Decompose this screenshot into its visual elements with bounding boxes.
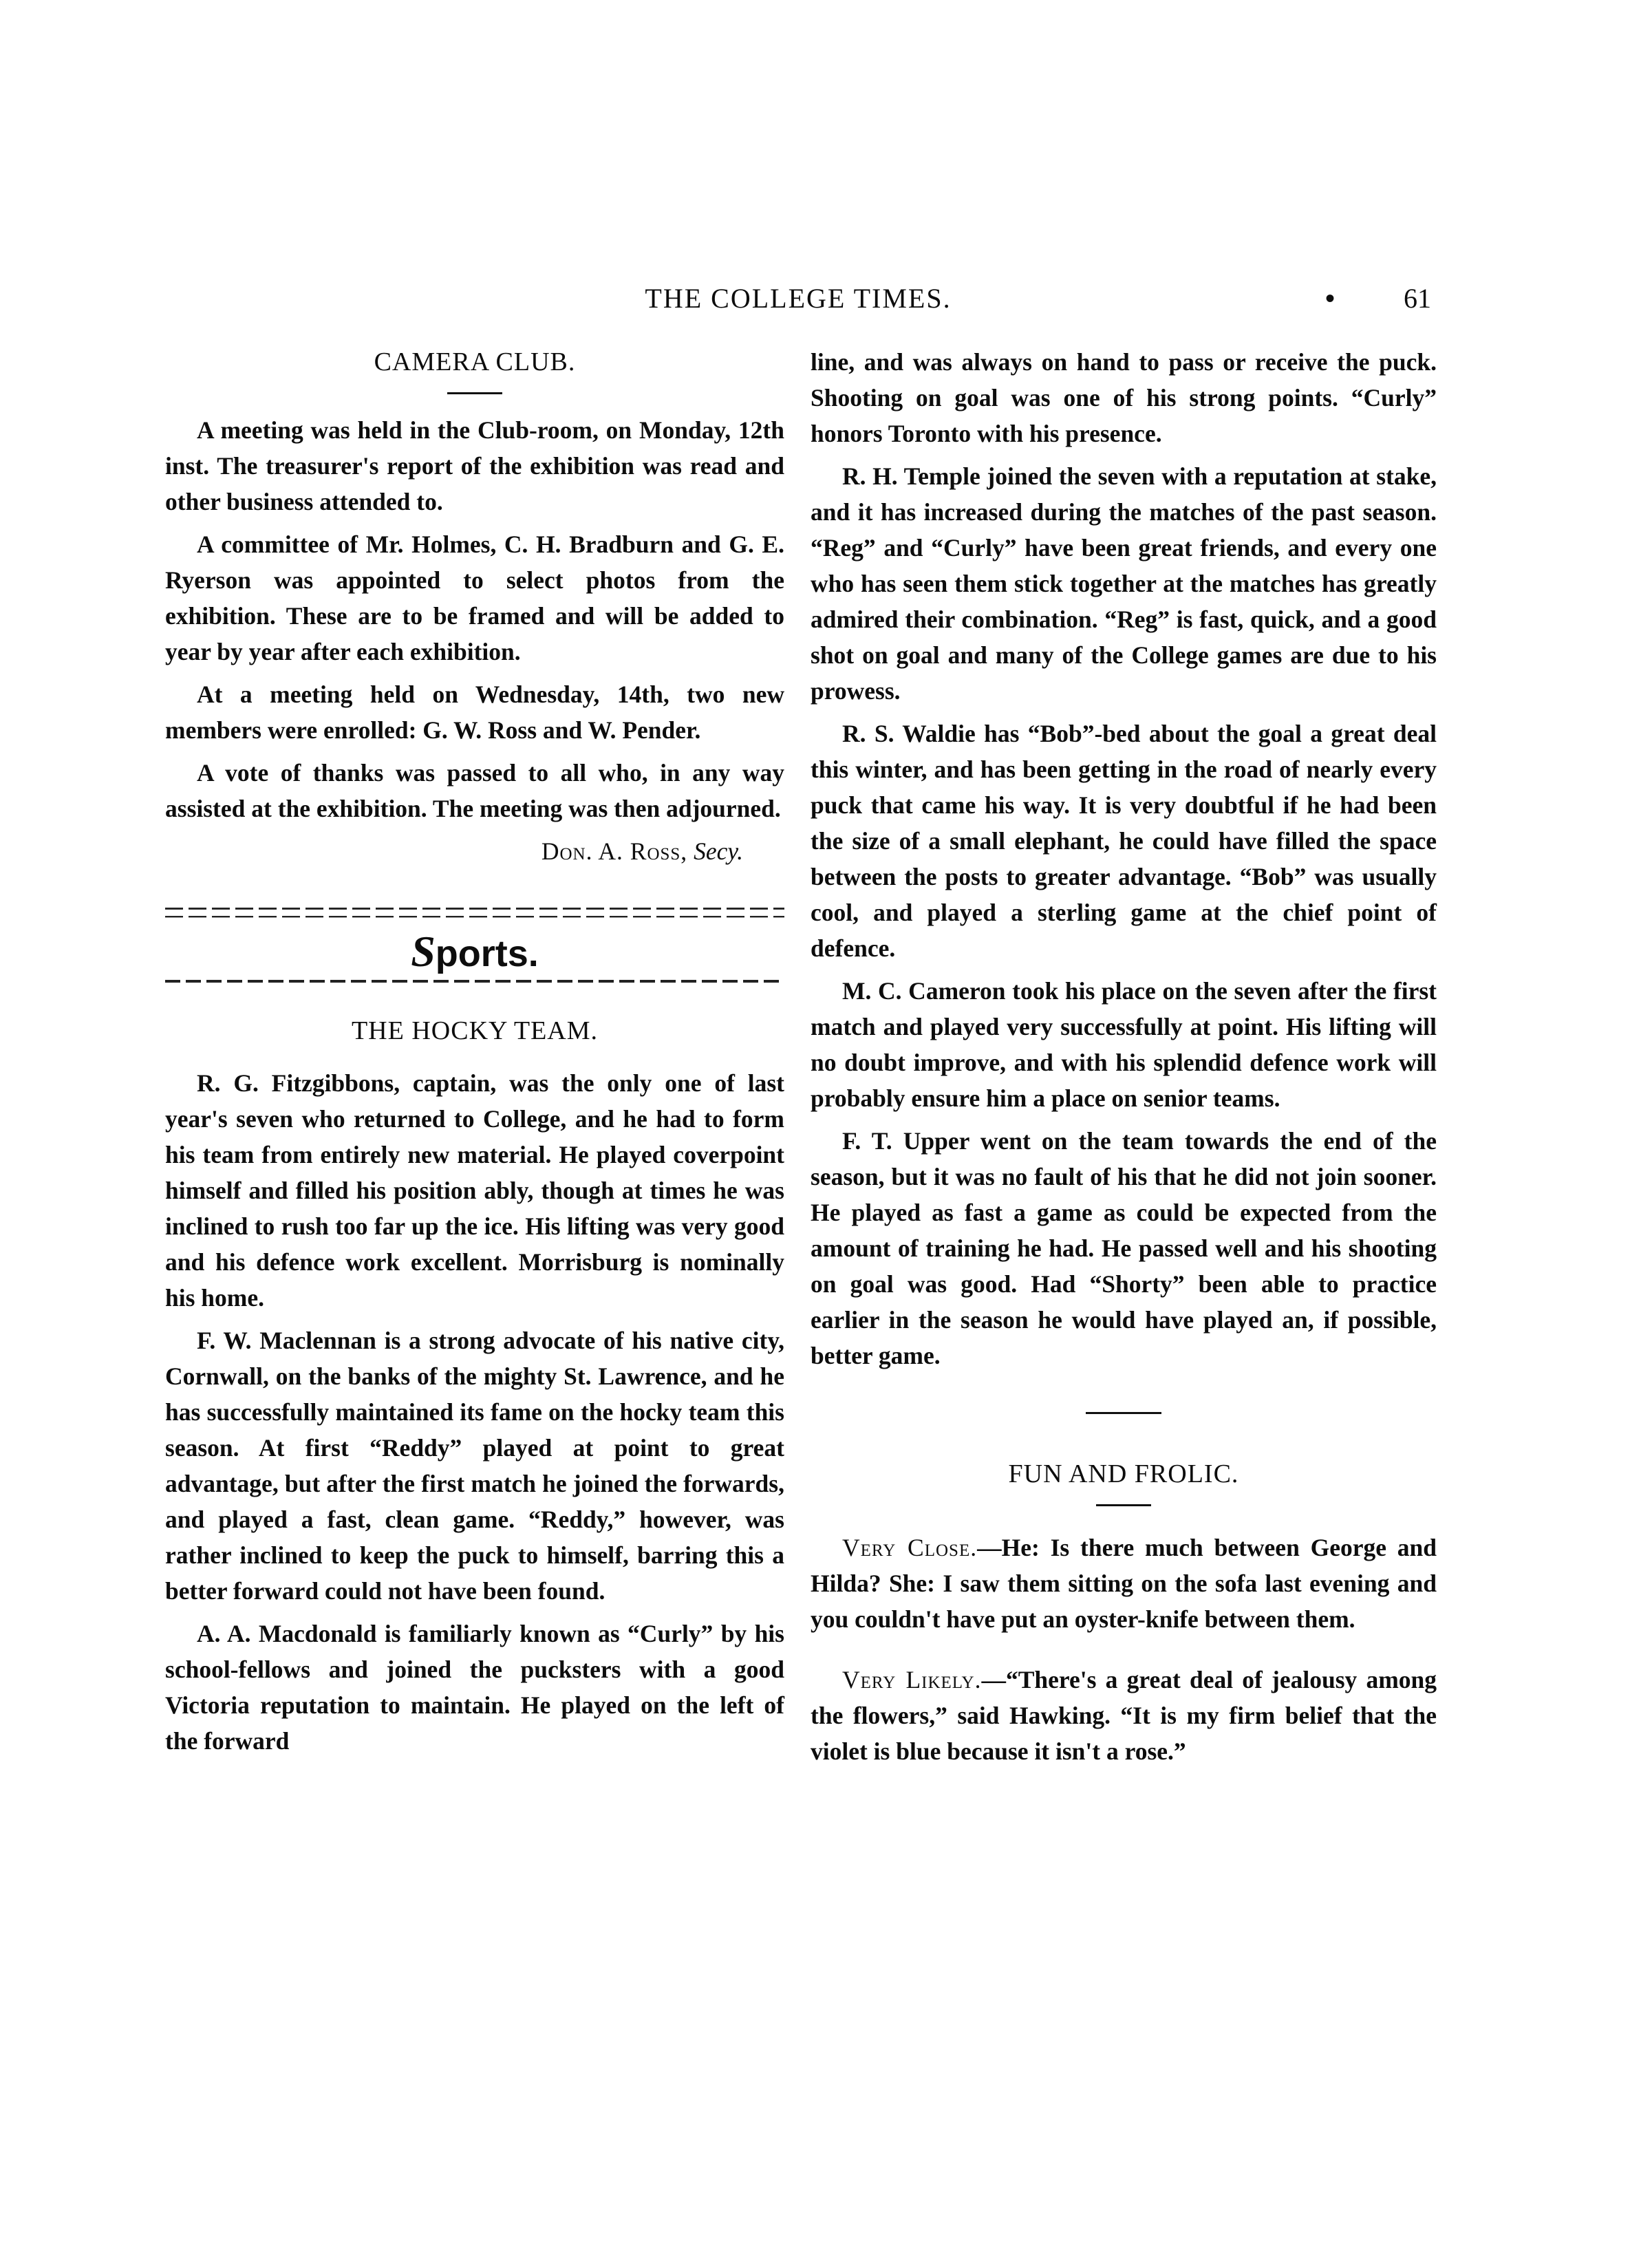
page-number: 61 bbox=[1404, 283, 1431, 314]
left-column bbox=[165, 344, 784, 1766]
signature-role: Secy. bbox=[694, 837, 743, 865]
signature bbox=[165, 833, 743, 869]
hocky-team-paragraph: M. C. Cameron took his place on the seven after the first match and played very successfully at point. His lifting will no doubt improve, and with his splendid defence work will probably ensure him a place on senior teams. bbox=[811, 977, 1437, 1112]
heading-rule bbox=[447, 392, 502, 394]
camera-club-paragraph: At a meeting held on Wednesday, 14th, two new members were enrolled: G. W. Ross and W. Pender. bbox=[165, 681, 784, 744]
hocky-team-paragraph: F. W. Maclennan is a strong advocate of his native city, Cornwall, on the banks of the mighty St. Lawrence, and he has successfully maintained its fame on the hocky team this season. At first “Reddy” played at point to great advantage, but after the first match he joined the forwards, and played a fast, clean game. “Reddy,” however, was rather inclined to keep the puck to himself, barring this a better forward could not have been found. bbox=[165, 1327, 784, 1605]
divider-rule bbox=[1086, 1412, 1161, 1414]
running-head bbox=[165, 282, 1431, 323]
journal-title: THE COLLEGE TIMES. bbox=[645, 283, 952, 314]
joke-text: —He: Is there much between George and Hilda? She: I saw them sitting on the sofa last evening and you couldn't have put an oyster-knife between them. bbox=[811, 1534, 1437, 1633]
hocky-team-paragraph: R. S. Waldie has “Bob”-bed about the goal a great deal this winter, and has been getting in the road of nearly every puck that came his way. It is very doubtful if he had been the size of a small elephant, he could have filled the space between the posts to greater advantage. “Bob” was usually cool, and played a sterling game at the chief point of defence. bbox=[811, 720, 1437, 962]
right-column bbox=[811, 344, 1437, 1776]
camera-club-paragraph: A meeting was held in the Club-room, on Monday, 12th inst. The treasurer's report of the exhibition was read and other business attended to. bbox=[165, 416, 784, 515]
hocky-team-heading: THE HOCKY TEAM. bbox=[351, 1016, 599, 1045]
fun-and-frolic-heading: FUN AND FROLIC. bbox=[1008, 1459, 1239, 1488]
joke-text: —“There's a great deal of jealousy among the flowers,” said Hawking. “It is my firm belief that the violet is blue because it isn't a rose.” bbox=[811, 1666, 1437, 1765]
joke-paragraph bbox=[811, 1662, 1437, 1769]
hocky-team-paragraph: R. G. Fitzgibbons, captain, was the only one of last year's seven who returned to College, and he had to form his team from entirely new material. He played coverpoint himself and filled his position ably, though at times he was inclined to rush too far up the ice. His lifting was very good and his defence work excellent. Morrisburg is nominally his home. bbox=[165, 1069, 784, 1312]
section-divider bbox=[165, 908, 784, 919]
joke-paragraph bbox=[811, 1530, 1437, 1637]
camera-club-paragraph: A vote of thanks was passed to all who, in any way assisted at the exhibition. The meeting was then adjourned. bbox=[165, 759, 784, 822]
sports-heading-rest: ports. bbox=[435, 933, 539, 974]
hocky-team-paragraph: F. T. Upper went on the team towards the end of the season, but it was no fault of his that he did not join sooner. He played as fast a game as could be expected from the amount of training he had. He passed well and his shooting on goal was good. Had “Shorty” been able to practice earlier in the season he would have played an, if possible, better game. bbox=[811, 1127, 1437, 1369]
camera-club-heading: CAMERA CLUB. bbox=[374, 347, 576, 376]
section-divider bbox=[165, 980, 784, 983]
section-divider bbox=[811, 1380, 1437, 1456]
camera-club-paragraph: A committee of Mr. Holmes, C. H. Bradburn and G. E. Ryerson was appointed to select photos from the exhibition. These are to be framed and will be added to year by year after each exhibition. bbox=[165, 531, 784, 665]
hocky-team-paragraph: A. A. Macdonald is familiarly known as “Curly” by his school-fellows and joined the pucksters with a good Victoria reputation to maintain. He played on the left of the forward bbox=[165, 1620, 784, 1755]
header-dot: • bbox=[1325, 283, 1335, 314]
hocky-team-paragraph: R. H. Temple joined the seven with a reputation at stake, and it has increased during the matches of the past season. “Reg” and “Curly” have been great friends, and every one who has seen them stick together at the matches has greatly admired their combination. “Reg” is fast, quick, and a good shot on goal and many of the College games are due to his prowess. bbox=[811, 462, 1437, 705]
sports-heading bbox=[165, 927, 784, 976]
hocky-team-paragraph: line, and was always on hand to pass or receive the puck. Shooting on goal was one of his strong points. “Curly” honors Toronto with his presence. bbox=[811, 348, 1437, 447]
heading-rule bbox=[1096, 1504, 1151, 1506]
joke-title: Very Likely. bbox=[842, 1666, 982, 1693]
signature-name: Don. A. Ross, bbox=[541, 837, 688, 865]
sports-heading-initial: S bbox=[411, 927, 436, 976]
joke-title: Very Close. bbox=[842, 1534, 978, 1561]
